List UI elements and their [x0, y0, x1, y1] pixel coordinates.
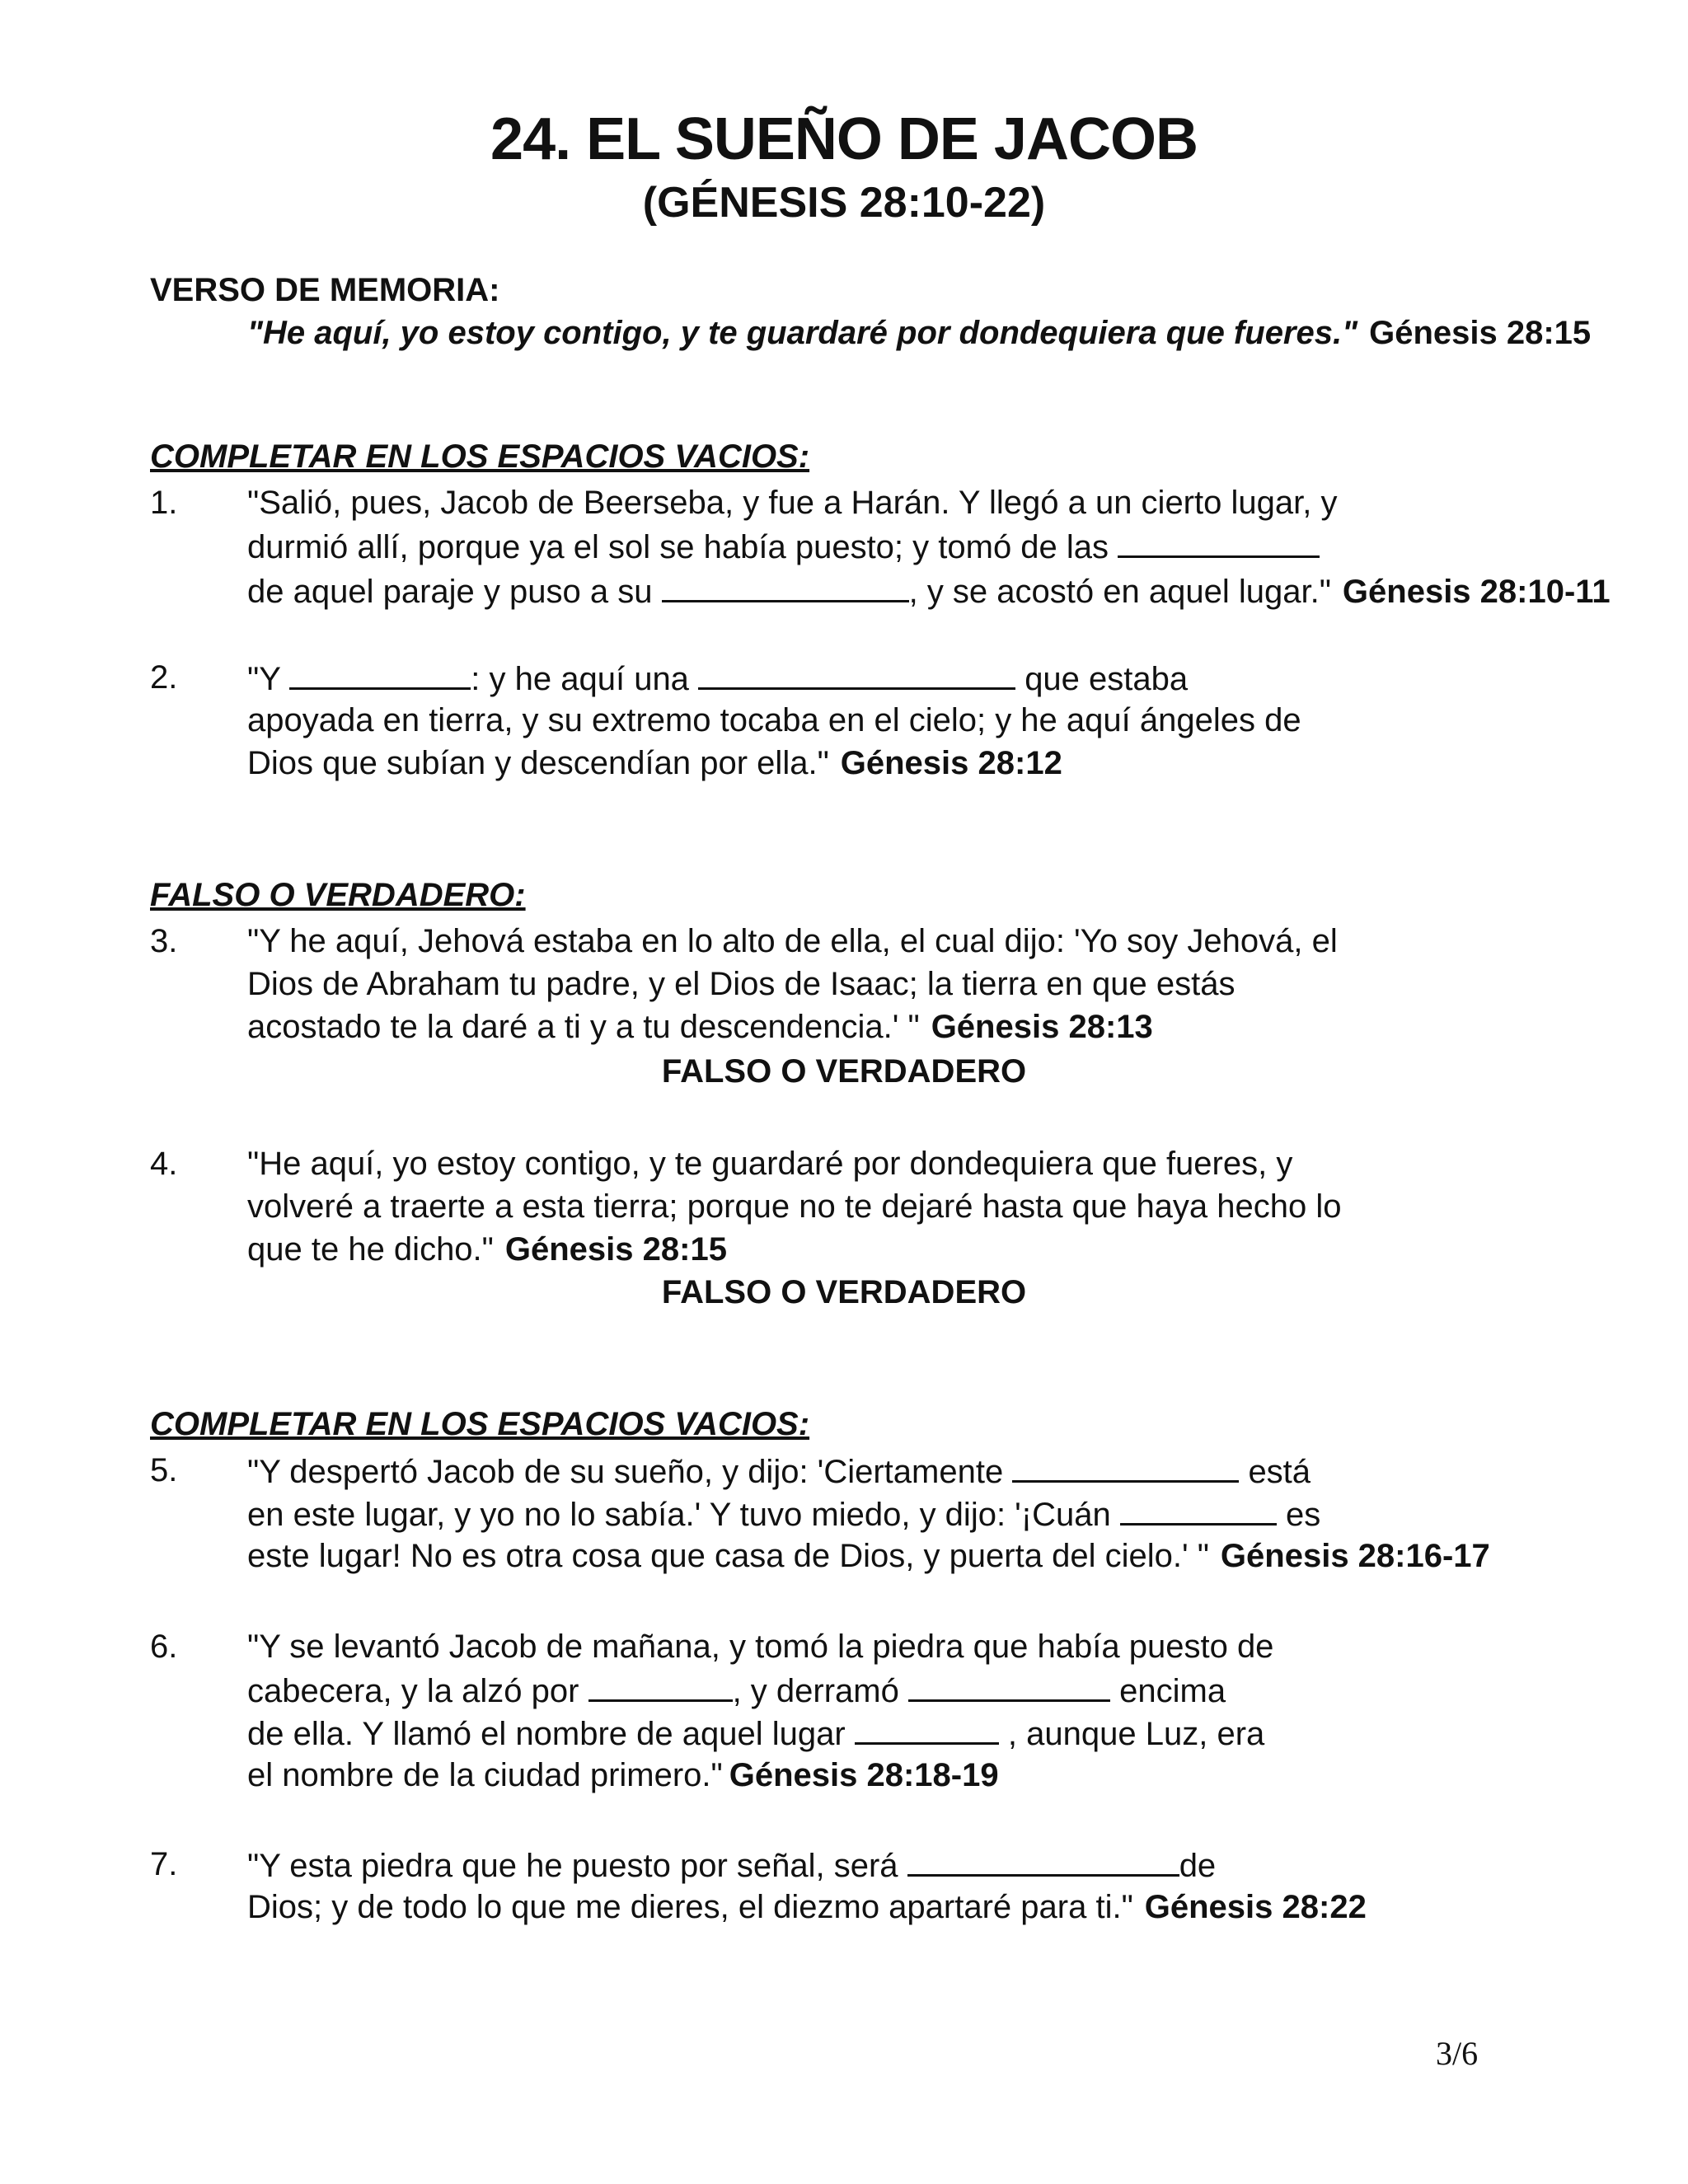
blank-2a[interactable]: [289, 659, 471, 690]
question-6-line-4: [247, 1757, 999, 1794]
question-2-ref: Génesis 28:12: [840, 745, 1062, 781]
question-number-2: 2.: [150, 659, 178, 696]
question-1-line-2: [247, 527, 1320, 566]
question-1-line-1: "Salió, pues, Jacob de Beerseba, y fue a Harán. Y llegó a un cierto lugar, y: [247, 485, 1338, 521]
question-2-line-1-text-b: : y he aquí una: [471, 661, 689, 697]
question-6-line-2-text-a: cabecera, y la alzó por: [247, 1673, 579, 1709]
blank-7a[interactable]: [907, 1846, 1179, 1877]
question-1-line-3-text-b: , y se acostó en aquel lugar.": [908, 574, 1331, 610]
page-title: 24. EL SUEÑO DE JACOB: [490, 106, 1198, 172]
question-6-line-3: [247, 1714, 1264, 1753]
question-4-line-1: "He aquí, yo estoy contigo, y te guardaré por dondequiera que fueres, y: [247, 1146, 1293, 1182]
question-1-line-3: [247, 572, 1611, 611]
question-7-ref: Génesis 28:22: [1144, 1889, 1367, 1925]
question-2-line-1-text-a: "Y: [247, 661, 281, 697]
question-2-line-2: apoyada en tierra, y su extremo tocaba en el cielo; y he aquí ángeles de: [247, 702, 1301, 738]
section-heading-true-false: FALSO O VERDADERO:: [150, 877, 526, 913]
memory-verse-label: VERSO DE MEMORIA:: [150, 272, 500, 308]
question-5-ref: Génesis 28:16-17: [1220, 1538, 1490, 1574]
question-5-line-2-text-a: en este lugar, y yo no lo sabía.' Y tuvo miedo, y dijo: '¡Cuán: [247, 1497, 1111, 1533]
memory-verse: [247, 315, 1591, 352]
question-7-line-1-text-a: "Y esta piedra que he puesto por señal, será: [247, 1848, 898, 1884]
question-number-5: 5.: [150, 1452, 178, 1488]
question-6-line-4-text: el nombre de la ciudad primero.": [247, 1757, 723, 1793]
question-number-6: 6.: [150, 1629, 178, 1665]
question-3-line-3-text: acostado te la daré a ti y a tu descendencia.' ": [247, 1009, 920, 1045]
question-2-line-3-text: Dios que subían y descendían por ella.": [247, 745, 829, 781]
blank-1a[interactable]: [1118, 527, 1320, 558]
blank-6a[interactable]: [588, 1671, 733, 1702]
question-7-line-2: [247, 1889, 1367, 1926]
question-5-line-3: [247, 1538, 1490, 1575]
question-5-line-1-text-b: está: [1248, 1454, 1311, 1490]
question-3-line-1: "Y he aquí, Jehová estaba en lo alto de ella, el cual dijo: 'Yo soy Jehová, el: [247, 923, 1338, 959]
question-1-ref: Génesis 28:10-11: [1342, 574, 1611, 610]
question-1-line-3-text-a: de aquel paraje y puso a su: [247, 574, 653, 610]
blank-6b[interactable]: [908, 1671, 1110, 1702]
question-2-line-3: [247, 745, 1062, 782]
question-3-ref: Génesis 28:13: [931, 1009, 1153, 1045]
question-4-line-3: [247, 1231, 727, 1268]
question-7-line-1: [247, 1846, 1216, 1885]
question-1-line-2-text: durmió allí, porque ya el sol se había puesto; y tomó de las: [247, 529, 1109, 565]
blank-2b[interactable]: [698, 659, 1015, 690]
blank-5a[interactable]: [1012, 1452, 1239, 1483]
page-subtitle: (GÉNESIS 28:10-22): [642, 179, 1046, 227]
question-7-line-1-text-b: de: [1179, 1848, 1217, 1884]
section-heading-fill-in-1: COMPLETAR EN LOS ESPACIOS VACIOS:: [150, 438, 810, 475]
page-number: 3/6: [1436, 2035, 1479, 2072]
question-number-4: 4.: [150, 1146, 178, 1182]
question-5-line-3-text: este lugar! No es otra cosa que casa de Dios, y puerta del cielo.' ": [247, 1538, 1209, 1574]
question-6-line-2: [247, 1671, 1226, 1710]
question-number-1: 1.: [150, 485, 178, 521]
question-3-true-false-answer[interactable]: FALSO O VERDADERO: [661, 1053, 1027, 1090]
question-number-7: 7.: [150, 1846, 178, 1882]
question-6-line-2-text-c: encima: [1119, 1673, 1226, 1709]
section-heading-fill-in-2: COMPLETAR EN LOS ESPACIOS VACIOS:: [150, 1406, 810, 1442]
question-6-line-3-text-b: , aunque Luz, era: [1007, 1716, 1265, 1752]
question-3-line-2: Dios de Abraham tu padre, y el Dios de Isaac; la tierra en que estás: [247, 966, 1236, 1002]
question-7-line-2-text: Dios; y de todo lo que me dieres, el diezmo apartaré para ti.": [247, 1889, 1133, 1925]
question-5-line-2: [247, 1495, 1320, 1534]
question-2-line-1: [247, 659, 1188, 698]
question-4-line-2: volveré a traerte a esta tierra; porque no te dejaré hasta que haya hecho lo: [247, 1188, 1342, 1225]
memory-verse-text: "He aquí, yo estoy contigo, y te guardaré por dondequiera que fueres.": [247, 315, 1358, 351]
question-6-ref: Génesis 28:18-19: [729, 1757, 999, 1793]
question-5-line-1: [247, 1452, 1311, 1491]
question-5-line-1-text-a: "Y despertó Jacob de su sueño, y dijo: 'Ciertamente: [247, 1454, 1004, 1490]
blank-6c[interactable]: [855, 1714, 999, 1745]
question-6-line-1: "Y se levantó Jacob de mañana, y tomó la piedra que había puesto de: [247, 1629, 1274, 1665]
question-4-ref: Génesis 28:15: [504, 1231, 727, 1268]
question-number-3: 3.: [150, 923, 178, 959]
question-2-line-1-text-c: que estaba: [1025, 661, 1189, 697]
blank-1b[interactable]: [662, 572, 909, 602]
question-4-line-3-text: que te he dicho.": [247, 1231, 494, 1268]
question-5-line-2-text-b: es: [1286, 1497, 1321, 1533]
question-3-line-3: [247, 1009, 1153, 1046]
question-6-line-2-text-b: , y derramó: [732, 1673, 899, 1709]
question-4-true-false-answer[interactable]: FALSO O VERDADERO: [661, 1274, 1027, 1310]
question-6-line-3-text-a: de ella. Y llamó el nombre de aquel lugar: [247, 1716, 846, 1752]
blank-5b[interactable]: [1120, 1495, 1277, 1526]
memory-verse-ref: Génesis 28:15: [1369, 315, 1592, 351]
